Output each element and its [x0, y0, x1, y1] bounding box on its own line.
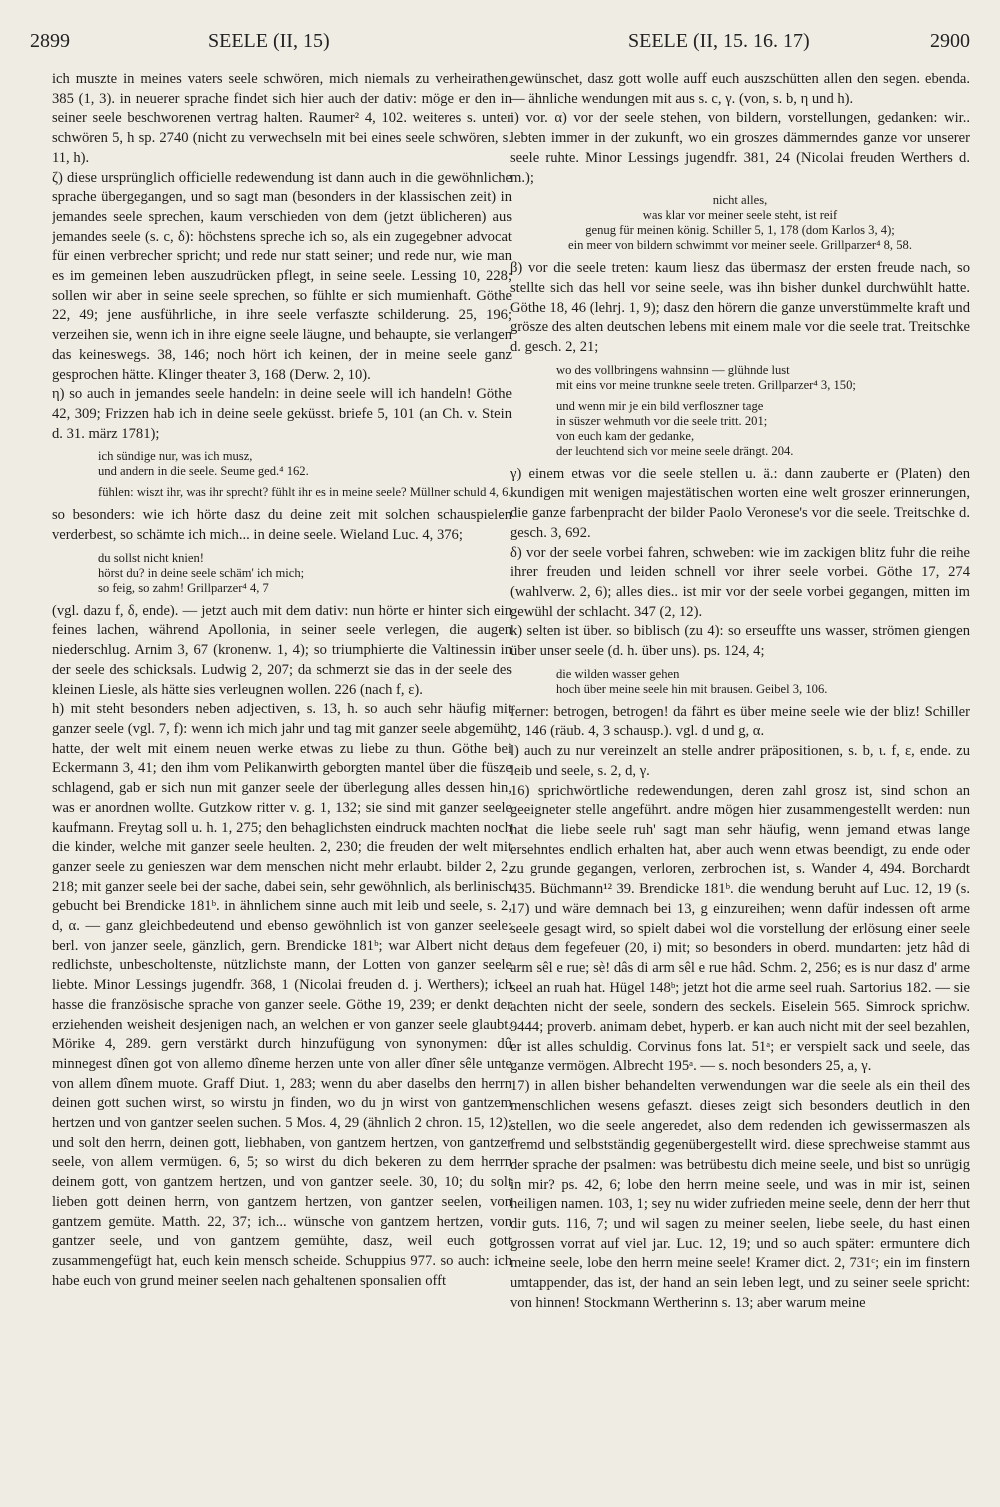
paragraph-left-6: du sollst nicht knien! hörst du? in deine seele schäm' ich mich; so feig, so zahm! Grillparzer⁴ 4, 7 — [98, 550, 305, 595]
paragraph-left-8: h) mit steht besonders neben adjectiven, s. 13, h. so auch sehr häufig mit ganzer seele (vgl. 7, f): wenn ich mich jahr und tag mit ganzer seele abgemüht hatte, der welt mit einem neuen werke etwas zu liebe zu thun. Göthe bei Eckermann 3, 41; den ihm vom Pelikanwirth geborgten mantel über die füsze schlagend, gab er sich nun mit ganzer seele der überlegung alles dessen hin, was er anordnen wollte. Gutzkow ritter v. g. 1, 132; sie sind mit ganzer seele kaufmann. Freytag soll u. h. 1, 275; den behaglichsten eindruck machten noch die kinder, welche mit ganzer seele heulten. 2, 230; die freuden der welt mit ganzer seele zu genieszen war dem menschen nicht mehr erlaubt. bilder 2, 2, 218; mit ganzer seele bei der sache, dabei sein, sehr gewöhnlich, als berlinisch gebucht bei Brendicke 181ᵇ. in ähnlichem sinne auch mit leib und seele, s. 2, d, α. — ganz gleichbedeutend und ebenso gewöhnlich ist von ganzer seele: berl. von janzer seele, gänzlich, gern. Brendicke 181ᵇ; war Albert nicht der redlichste, unbescholtenste, nützlichste mann, der Lotten von ganzer seele liebte. Minor Lessings jugendfr. 368, 1 (Nicolai freuden d. j. Werthers); ich hasse die französische sprache von ganzer seele. Göthe 19, 239; er denkt der erziehenden weisheit desjenigen nach, an welchen er von ganzer seele glaubt. Mörike 4, 289. gern verstärkt durch hinzufügung von synonymen: dû minnegest dînen got von allemo dîneme herzen unte von aller dîner sêle unte von allem dînem muote. Graff Diut. 1, 283; wenn du aber daselbs den herrn deinen gott suchen wirst, so wirstu jn finden, wo du jn wirst von gantzem hertzen und von gantzer seelen suchen. 5 Mos. 4, 29 (ähnlich 2 chron. 15, 12); und solt den herrn, deinen gott, liebhaben, von gantzem hertzen, von gantzer seele, von allem vermügen. 6, 5; so wirst du dich bekeren zu dem herrn deinem gott, von gantzem hertzen, und von gantzer seele. 30, 10; du solt lieben gott deinen herrn, von gantzem hertzen, von gantzer seelen, von gantzem gemüte. Matth. 22, 37; ich... wünsche von gantzem hertzen, von gantzer seele, und von gantzem gemühte, dasz, weil euch gott zusammengefügt hat, euch kein mensch scheide. Schuppius 977. so auch: ich habe euch von grund meiner seelen nach gehaltenen sponsalien offt — [52, 701, 512, 1289]
paragraph-left-5: so besonders: wie ich hörte dasz du deine zeit mit solchen schauspielen verderbest, so schämte ich mich... in deine seele. Wieland Luc. 4, 376; — [52, 507, 512, 544]
paragraph-right-5: und wenn mir je ein bild verfloszner tage in süszer wehmuth vor die seele tritt. 201; von euch kam der gedanke, der leuchtend sich vor meine seele drängt. 204. — [556, 398, 794, 458]
paragraph-right-9: die wilden wasser gehen hoch über meine seele hin mit brausen. Geibel 3, 106. — [556, 666, 828, 696]
paragraph-right-13: 17) in allen bisher behandelten verwendungen war die seele als ein theil des menschlichen wesens gefaszt. dieses zeigt sich besonders deutlich in den stellen, wo die seele angeredet, also dem redenden ich gewissermaszen als fremd und selbstständig gegenübergestellt wird. diese sprechweise stammt aus der sprache der psalmen: was betrübestu dich meine seele, und bist so unrügig in mir? ps. 42, 6; lobe den herrn meine seele, und was in mir ist, seinen heiligen namen. 103, 1; sey nu wider zufrieden meine seele, denn der herr thut dir guts. 116, 7; und wil sagen zu meiner seelen, liebe seele, du hast einen grossen vorrat auf viel jar. Luc. 12, 19; und so auch später: ermuntere dich meine seele, lobe den herrn meine seele! Kramer dict. 2, 731ᶜ; ein im finstern umtappender, das ist, der hand an sein leben legt, und zu seiner seele spricht: von hinnen! Stockmann Wertherinn s. 13; aber warum meine — [510, 1078, 970, 1311]
paragraph-left-3: ich sündige nur, was ich musz, und andern in die seele. Seume ged.⁴ 162. — [98, 449, 309, 479]
paragraph-right-4: wo des vollbringens wahnsinn — glühnde lust mit eins vor meine trunkne seele treten. Grillparzer⁴ 3, 150; — [556, 362, 856, 392]
paragraph-right-1: i) vor. α) vor der seele stehen, von bildern, vorstellungen, gedanken: wir.. lebten immer in der zukunft, wo ein groszes dämmerndes ganze vor unserer seele ruhte. Minor Lessings jugendfr. 381, 24 (Nicolai freuden Werthers d. m.); — [510, 110, 970, 186]
running-headword-left: SEELE (II, 15) — [208, 30, 330, 52]
page-header — [30, 30, 970, 64]
paragraph-right-11: l) auch zu nur vereinzelt an stelle andrer präpositionen, s. b, ι. f, ε, ende. zu leib und seele, s. 2, d, γ. — [510, 743, 970, 779]
paragraph-left-1: ζ) diese ursprünglich officielle redewendung ist dann auch in die gewöhnliche sprache übergegangen, und so sagt man (besonders in der klassischen zeit) in jemandes seele sprechen, kaum verschieden von dem (jetzt üblicheren) aus jemandes seele (s. c, δ): höchstens spreche ich so, als ein zugegebner advocat für einen verbrecher spricht; und rede nur statt seiner; und rede nur, wie man es im gemeinen leben auszudrücken pflegt, in seine seele. Lessing 10, 228; sollen wir aber in seine seele sprechen, so fühlte er sich mumienhaft. Göthe 22, 49; jene ausführliche, in ihre seele verfaszte schilderung. 25, 196; verzeihen sie, wenn ich in ihre eigne seele läugne, und behaupte, sie verlangen das keineswegs. 38, 146; noch hört ich keinen, der in meine seele ganz gesprochen hätte. Klinger theater 3, 168 (Derw. 2, 10). — [52, 169, 512, 383]
paragraph-left-4: fühlen: wiszt ihr, was ihr sprecht? fühlt ihr es in meine seele? Müllner schuld 4, 6. — [98, 485, 512, 500]
text-column-right — [510, 70, 970, 1490]
paragraph-right-6: γ) einem etwas vor die seele stellen u. ä.: dann zauberte er (Platen) den kundigen mit wenigen majestätischen worten eine welt groszer erinnerungen, die ganze farbenpracht der bilder Paolo Veronese's vor die seele. Treitschke d. gesch. 3, 692. — [510, 465, 970, 541]
running-headword-right: SEELE (II, 15. 16. 17) — [628, 30, 810, 52]
paragraph-left-0: ich muszte in meines vaters seele schwören, mich niemals zu verheirathen. 385 (1, 3). in neuerer sprache findet sich hier auch der dativ: möge er den in seiner seele beschworenen vertrag halten. Raumer² 4, 102. weiteres s. unter schwören 5, h sp. 2740 (nicht zu verwechseln mit bei eines seele schwören, s. 11, h). — [52, 71, 512, 166]
paragraph-right-2: nicht alles, was klar vor meiner seele steht, ist reif genug für meinen könig. Schiller 5, 1, 178 (dom Karlos 3, 4); ein meer von bildern schwimmt vor meiner seele. Grillparzer⁴ 8, 58. — [568, 193, 912, 253]
paragraph-left-7: (vgl. dazu f, δ, ende). — jetzt auch mit dem dativ: nun hörte er hinter sich ein feines lachen, während Apollonia, in seiner seele verlegen, die augen niederschlug. Arnim 3, 67 (kronenw. 1, 4); so triumphierte die Valtinessin in der seele des schicksals. Ludwig 2, 207; da schmerzt sie das in der seele des kleinen Liesle, als hätte sies verleugnen wollen. 226 (nach f, ε). — [52, 602, 512, 698]
paragraph-left-2: η) so auch in jemandes seele handeln: in deine seele will ich handeln! Göthe 42, 309; Frizzen hab ich in deine seele geküsst. briefe 5, 101 (an Ch. v. Stein d. 31. märz 1781); — [52, 386, 512, 442]
page-number-right: 2900 — [930, 30, 970, 52]
text-column-left — [52, 70, 512, 1490]
page-number-left: 2899 — [30, 30, 70, 52]
paragraph-right-10: ferner: betrogen, betrogen! da fährt es über meine seele wie der bliz! Schiller 2, 146 (räub. 4, 3 schausp.). vgl. d und g, α. — [510, 703, 970, 740]
paragraph-right-7: δ) vor der seele vorbei fahren, schweben: wie im zackigen blitz fuhr die reihe ihrer freuden und leiden schnell vor ihrer seele vorbei. Göthe 17, 274 (wahlverw. 2, 6); alles dies.. ist mir vor der seele vorbei gegangen, mitten im gewühl der schlacht. 347 (2, 12). — [510, 544, 970, 620]
paragraph-right-3: β) vor die seele treten: kaum liesz das übermasz der ersten freude nach, so stellte sich das hell vor seine seele, was ihn bisher dunkel durchwühlt hatte. Göthe 18, 46 (lehrj. 1, 9); dasz den hörern die ganze unverstümmelte kraft und grösze des alten deutschen lebens mit einem male vor die seele trat. Treitschke d. gesch. 2, 21; — [510, 260, 970, 356]
paragraph-right-8: k) selten ist über. so biblisch (zu 4): so erseuffte uns wasser, strömen giengen über unser seele (d. h. über uns). ps. 124, 4; — [510, 623, 970, 660]
paragraph-right-12: 16) sprichwörtliche redewendungen, deren zahl grosz ist, sind schon an geeigneter stelle angeführt. andre mögen hier zusammengestellt werden: nun hat die liebe seele ruh' sagt man sehr häufig, wenn jemand etwas lange ersehntes endlich erhalten hat, aber auch wenn etwas beendigt, zu ende oder zu grunde gegangen, verloren, zerbrochen ist, s. Wander 4, 494. Borchardt 435. Büchmann¹² 39. Brendicke 181ᵇ. die wendung beruht auf Luc. 12, 19 (s. 17) und wäre demnach bei 13, g einzureihen; wenn dafür indessen oft arme seele gesagt wird, so spielt dabei wol die vorstellung der erlösung einer seele aus dem fegefeuer (20, i) mit; so besonders in oberd. mundarten: jetz hâd di arm sêl e rue; sè! dâs di arm sêl e rue hâd. Schm. 2, 256; es is nur dasz d' arme seel an ruah hat. Hügel 148ᵇ; jetzt hot die arme seel ruah. Sartorius 182. — sie achten nicht der seele, sondern des seckels. Eiselein 565. Simrock sprichw. 9444; proverb. animam debet, hyperb. er kan auch nicht mit der seel bezahlen, er ist alles schuldig. Corvinus fons lat. 51ᵃ; er verspielt sack und seele, das ganze vermögen. Albrecht 195ᵃ. — s. noch besonders 25, a, γ. — [510, 782, 970, 1075]
paragraph-right-0: gewünschet, dasz gott wolle auff euch auszschütten allen den segen. ebenda. — ähnliche wendungen mit aus s. c, γ. (von, s. b, η und h). — [510, 71, 970, 107]
